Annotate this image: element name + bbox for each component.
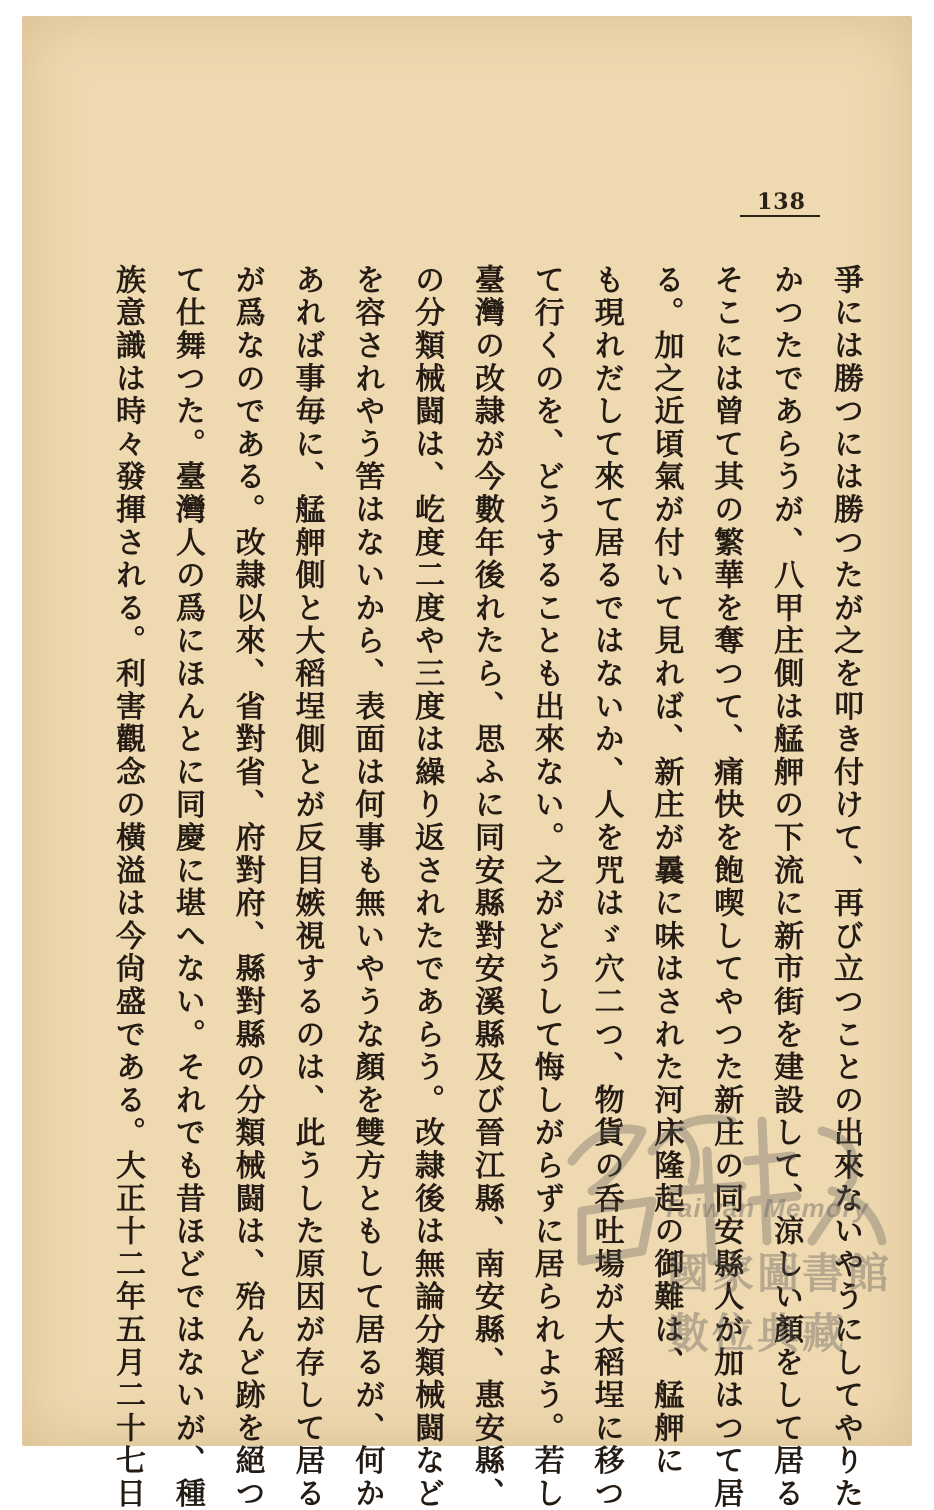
text-column: 爭には勝つには勝つたが之を叩き付けて、再び立つことの出來ないやうにしてやりた	[827, 264, 863, 1510]
text-column: を容されやう筈はないから、表面は何事も無いやうな顏を雙方ともして居るが、何か	[349, 264, 385, 1510]
text-column: て行くのを、どうすることも出來ない。之がどうして悔しがらずに居られよう。若し	[528, 264, 564, 1510]
text-column: て仕舞つた。臺灣人の爲にほんとに同慶に堪へない。それでも昔ほどではないが、種	[169, 264, 205, 1510]
watermark-english: Taiwan Memory	[662, 1193, 870, 1223]
text-column: も現れだして來て居るではないか、人を咒はゞ穴二つ、物貨の呑吐場が大稻埕に移つ	[588, 264, 624, 1510]
watermark-chinese: 國家圖書館數位典藏	[667, 1249, 893, 1358]
text-column: かつたであらうが、八甲庄側は艋舺の下流に新市街を建設して、涼しい顏をして居る	[768, 264, 804, 1510]
text-column: 族意識は時々發揮される。利害觀念の橫溢は今尙盛である。大正十二年五月二十七日	[110, 264, 145, 1510]
page-number: 138	[757, 189, 806, 215]
text-column: 臺灣の改隷が今數年後れたら、思ふに同安縣對安溪縣及び晉江縣、南安縣、惠安縣、	[468, 264, 504, 1510]
page-number-rule	[740, 215, 820, 217]
text-column: そこには曾て其の繁華を奪つて、痛快を飽喫してやつた新庄の同安縣人が加はつて居	[708, 264, 744, 1510]
text-column: る。加之近頃氣が付いて見れば、新庄が曩に味はされた河床隆起の御難は、艋舺に	[648, 264, 684, 1478]
text-column: が爲なのである。改隷以來、省對省、府對府、縣對縣の分類械闘は、殆んど跡を絕つ	[229, 264, 265, 1510]
text-column: あれば事毎に、艋舺側と大稻埕側とが反目嫉視するのは、此うした原因が存して居る	[289, 264, 325, 1510]
text-column: の分類械闘は、屹度二度や三度は繰り返されたであらう。改隷後は無論分類械闘など	[409, 264, 445, 1510]
vertical-text-block	[110, 264, 863, 1510]
book-page	[22, 16, 912, 1510]
